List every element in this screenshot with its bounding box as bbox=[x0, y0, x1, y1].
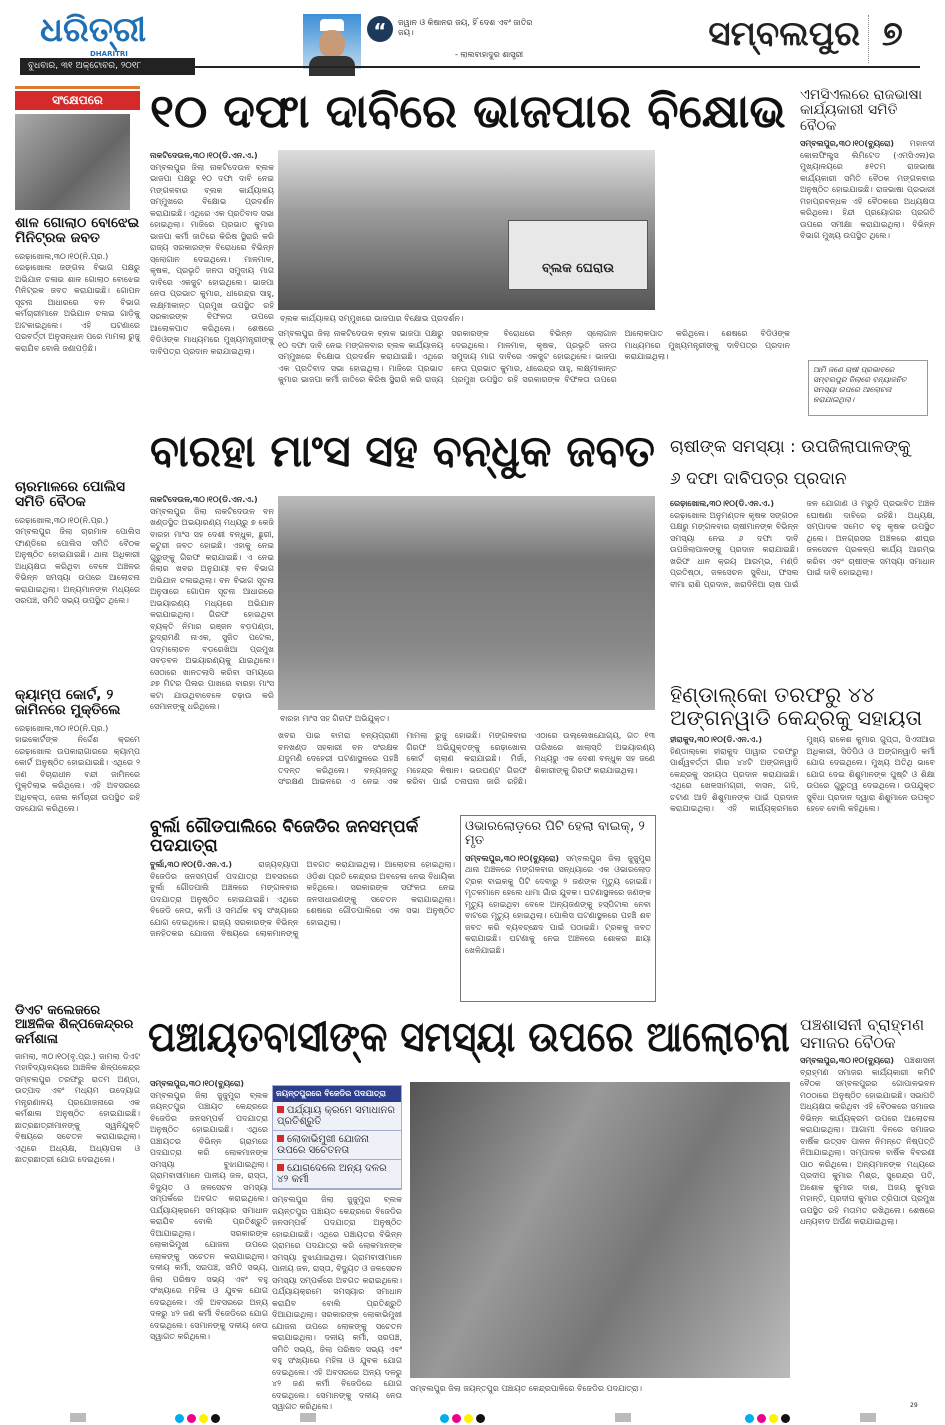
highlight-box-title: ଜୟନ୍ତପୁରରେ ବିଜେଡିର ପଦଯାତ୍ରା bbox=[273, 1086, 401, 1102]
story4-text: ସମ୍ବଲପୁର ଜିଲା ଜୁଜୁମୁରା ଥାନା ଅଞ୍ଚଳରେ ମଙ୍ଗଳବାର ସନ୍ଧ୍ୟାରେ ଏକ ଓଭାରଲୋଡ଼ ଟ୍ରକ ବାଇକକୁ ପିଟି ଦେବାରୁ ୨ ଜଣଙ୍କ ମୃତ୍ୟୁ ହୋଇଛି। ମୃତକମାନେ ହେଲେ ଧାମା ଗାଁର ଯୁବକ। ଘଟଣାସ୍ଥଳରେ ଜଣଙ୍କ ମୃତ୍ୟୁ ହୋଇଥିବା ବେଳେ ଅନ୍ୟଜଣଙ୍କୁ ହସ୍ପିଟାଲ ନେବା ବାଟରେ ମୃତ୍ୟୁ ହୋଇଥିଲା। ପୋଲିସ ଘଟଣାସ୍ଥଳରେ ପହଞ୍ଚି ଶବ ଜବତ କରି ବ୍ୟବଚ୍ଛେଦ ପାଇଁ ପଠାଇଛି। ଟ୍ରକକୁ ଜବତ କରାଯାଇଛି। ଘଟଣାକୁ ନେଇ ଅଞ୍ଚଳରେ ଶୋକର ଛାୟା ଖେଳିଯାଇଛି। bbox=[465, 853, 652, 955]
side2-subheadline-wrap bbox=[670, 468, 935, 492]
quote-portrait bbox=[303, 14, 361, 69]
date-bar: ବୁଧବାର, ୩୧ ଅକ୍ଟୋବର, ୨୦୧୮ bbox=[20, 58, 195, 75]
story5-body-continued: ସମ୍ବଲପୁର ଜିଲା ଜୁଜୁମୁରା ବ୍ଲକ ଜୟନ୍ତପୁର ପଞ୍ଚାୟତ କେନ୍ଦ୍ରରେ ବିଜେଡିର ଜନସମ୍ପର୍କ ପଦଯାତ୍ରା ଅନୁଷ୍ଠିତ ହୋଇଯାଇଛି। ଏଥିରେ ପଞ୍ଚାୟତର ବିଭିନ୍ନ ଗ୍ରାମରେ ପଦଯାତ୍ରା କରି ଲୋକମାନଙ୍କ ସମସ୍ୟା ବୁଝାଯାଇଥିଲା। ଗ୍ରାମବାସୀମାନେ ପାନୀୟ ଜଳ, ରାସ୍ତା, ବିଦ୍ୟୁତ ଓ ଜଳସେଚନ ସମସ୍ୟା ସମ୍ପର୍କରେ ଅବଗତ କରାଇଥିଲେ। ପର୍ଯ୍ୟାୟକ୍ରମେ ସମସ୍ୟାର ସମାଧାନ କରାଯିବ ବୋଲି ପ୍ରତିଶ୍ରୁତି ଦିଆଯାଇଥିଲା। ସରକାରଙ୍କ ଲୋକାଭିମୁଖୀ ଯୋଜନା ଉପରେ ଲୋକଙ୍କୁ ସଚେତନ କରାଯାଇଥିଲା। ଦଳୀୟ କର୍ମୀ, ସରପଞ୍ଚ, ସମିତି ସଭ୍ୟ, ଜିଲା ପରିଷଦ ସଭ୍ୟ ଏବଂ ବହୁ ସଂଖ୍ୟାରେ ମହିଳା ଓ ଯୁବକ ଯୋଗ ଦେଇଥିଲେ। ଏହି ଅବସରରେ ଅନ୍ୟ ଦଳରୁ ୪୨ ଜଣ କର୍ମୀ ବିଜେଡିରେ ଯୋଗ ଦେଇଥିଲେ। ସେମାନଙ୍କୁ ଦଳୀୟ ନେତା ସ୍ୱାଗତ କରିଥିଲେ। bbox=[272, 1195, 402, 1411]
color-dot bbox=[464, 1414, 473, 1423]
color-dot bbox=[757, 1414, 766, 1423]
brief-headline: ଚାରମାଳରେ ପୋଲିସ ସମିତି ବୈଠକ bbox=[15, 479, 126, 511]
brief-headline: ଡିଏଟ କଲେଜରେ ଆଞ୍ଚଳିକ ଶିଳ୍ପକେନ୍ଦ୍ରର କର୍ମଶାଳା bbox=[15, 1003, 134, 1047]
quote-author: - ଲାଲବାହାଦୁର ଶାସ୍ତ୍ରୀ bbox=[455, 50, 524, 59]
story2-headline: ବାରହା ମାଂସ ସହ ବନ୍ଧୁକ ଜବତ bbox=[150, 426, 656, 477]
dateline: ସମ୍ବଲପୁର,୩୦।୧୦(ବ୍ୟୁରୋ) bbox=[800, 1056, 895, 1066]
side4-headline: ପଞ୍ଚଶାସନୀ ବ୍ରାହ୍ମଣ ସମାଜର ବୈଠକ bbox=[800, 1015, 925, 1052]
side-text: ମହାନଦୀ କୋଲଫିଲ୍ଡ୍ସ ଲିମିଟେଡ (ଏମସିଏଲ)ର ମୁଖ୍ୟାଳୟରେ ୫୧ତମ ରାଜଭାଷା କାର୍ଯ୍ୟକାରୀ ସମିତି ବୈଠକ ମଙ୍ଗଳବାର ଅନୁଷ୍ଠିତ ହୋଇଯାଇଛି। ରାଜଭାଷା ପ୍ରଭାରୀ ମହାପ୍ରବନ୍ଧକ ଏହି ବୈଠକରେ ଅଧ୍ୟକ୍ଷତା କରିଥିଲେ। ହିନ୍ଦୀ ପ୍ରୟୋଗର ପ୍ରଗତି ଉପରେ ସମୀକ୍ଷା କରାଯାଇଥିଲା। ବିଭିନ୍ନ ବିଭାଗ ମୁଖ୍ୟ ଉପସ୍ଥିତ ଥିଲେ। bbox=[800, 139, 935, 241]
story3-article bbox=[150, 818, 455, 1000]
lead-headline: ୧୦ ଦଫା ଦାବିରେ ଭାଜପାର ବିକ୍ଷୋଭ bbox=[150, 84, 786, 138]
highlight-item: ଯୋଗଦେଲେ ଅନ୍ୟ ଦଳର ୪୨ କର୍ମୀ bbox=[273, 1160, 401, 1189]
story2-headline-wrap bbox=[150, 428, 655, 488]
story5-body bbox=[150, 1078, 268, 1396]
brief-headline: ଶାଳ ଗୋଲାଠ ବୋଝେଇ ମିନିଟ୍ରକ ଜବତ bbox=[15, 215, 140, 247]
color-dot bbox=[781, 1414, 790, 1423]
side1-article bbox=[800, 88, 935, 355]
color-dot bbox=[175, 1414, 184, 1423]
lead-photo bbox=[278, 150, 655, 310]
side4-text: ପଞ୍ଚଶାସନୀ ବ୍ରାହ୍ମଣ ସମାଜର କାର୍ଯ୍ୟକାରୀ କମିଟି ବୈଠକ ସମ୍ବଲପୁରର ଗୋପାଳଭବନ ମଠଠାରେ ଅନୁଷ୍ଠିତ ହୋଇଯାଇଛି। ସଭାପତି ଅଧ୍ୟକ୍ଷତା କରିଥିବା ଏହି ବୈଠକରେ ସମାଜର ବିଭିନ୍ନ କାର୍ଯ୍ୟକ୍ରମ ଉପରେ ଆଲୋଚନା କରାଯାଇଥିଲା। ଆଗାମୀ ଦିନରେ ସମାଜର ବାର୍ଷିକ ଉତ୍ସବ ପାଳନ ନିମନ୍ତେ ନିଷ୍ପତ୍ତି ନିଆଯାଇଥିଲା। ସମ୍ପାଦକ ବାର୍ଷିକ ବିବରଣୀ ପାଠ କରିଥିଲେ। ଅନ୍ୟମାନଙ୍କ ମଧ୍ୟରେ ପ୍ରଦୀପ କୁମାର ମିଶ୍ର, ସୁରେନ୍ଦ୍ର ପତି, ଅଶୋକ କୁମାର ଦାଶ, ଅଜୟ କୁମାର ମହାନ୍ତି, ପ୍ରଦୀପ କୁମାର ତ୍ରିପାଠୀ ପ୍ରମୁଖ ଉପସ୍ଥିତ ରହି ମତାମତ ରଖିଥିଲେ। ଶେଷରେ ଧନ୍ୟବାଦ ଅର୍ପଣ କରାଯାଇଥିଲା। bbox=[800, 1056, 935, 1227]
story2-caption: ବାରହା ମାଂସ ସହ ଗିରଫ ଅଭିଯୁକ୍ତ। bbox=[280, 714, 390, 723]
story5-mid-column bbox=[272, 1085, 402, 1411]
story5-headline-wrap bbox=[148, 1014, 790, 1072]
highlight-item: ଲୋକାଭିମୁଖୀ ଯୋଜନା ଉପରେ ସଚେତନତା bbox=[273, 1131, 401, 1160]
brief-photo bbox=[15, 114, 130, 210]
dateline: ହୀରାକୁଦ,୩୦।୧୦(ଡି.ଏନ.ଏ.) bbox=[670, 735, 762, 745]
dateline: ସମ୍ବଲପୁର,୩୦।୧୦(ବ୍ୟୁରୋ) bbox=[465, 853, 560, 863]
side3-body bbox=[670, 734, 935, 1000]
footer-page-number: 29 bbox=[910, 1402, 918, 1409]
story5-caption: ସମ୍ବଲପୁର ଜିଲା ଜୟନ୍ତପୁର ପଞ୍ଚାୟତ କେନ୍ଦ୍ରପାଳିରେ ବିଜେଡିର ପଦଯାତ୍ରା। bbox=[410, 1384, 642, 1393]
dateline: ରେଢ଼ାଖୋଲ,୩୦।୧୦(ଡି.ଏନ.ଏ.) bbox=[670, 499, 775, 508]
side2-headline: ଚାଷୀଙ୍କ ସମସ୍ୟା : ଉପଜିଲାପାଳଙ୍କୁ bbox=[670, 437, 911, 457]
quote-icon: “ bbox=[367, 16, 393, 42]
story3-text: ରାଜ୍ୟବ୍ୟାପୀ ବିଜେଡିର ଜନସମ୍ପର୍କ ପଦଯାତ୍ରା ଅବସରରେ ବୁର୍ଲା ଗୌଡପାଲି ଅଞ୍ଚଳରେ ମଙ୍ଗଳବାର ପଦଯାତ୍ରା ଅନୁଷ୍ଠିତ ହୋଇଯାଇଛି। ଏଥିରେ ବିଜେଡି ନେତା, କର୍ମୀ ଓ ସମର୍ଥକ ବହୁ ସଂଖ୍ୟାରେ ଯୋଗ ଦେଇଥିଲେ। ରାଜ୍ୟ ସରକାରଙ୍କ ବିଭିନ୍ନ ଜନହିତକର ଯୋଜନା ବିଷୟରେ ଲୋକମାନଙ୍କୁ ଅବଗତ କରାଯାଇଥିଲା। ଆଲୋଚନା ହୋଇଥିଲା। ଓଡ଼ିଶା ପ୍ରତି କେନ୍ଦ୍ରର ଅବହେଳା ନେଇ ବିଧାୟିକା କହିଥିଲେ। ସରକାରଙ୍କ ସଫଳତା ନେଇ ଜନସାଧାରଣଙ୍କୁ ସଚେତନ କରାଯାଇଥିଲା। ଶେଷରେ ଗୌଡପାଲିରେ ଏକ ସଭା ଅନୁଷ୍ଠିତ ହୋଇଥିଲା। bbox=[150, 860, 455, 939]
story4-body bbox=[461, 853, 655, 1001]
story5-highlight-box bbox=[272, 1085, 402, 1190]
side-body bbox=[800, 138, 935, 355]
side3-article bbox=[670, 684, 935, 1000]
color-dot bbox=[440, 1414, 449, 1423]
story5-headline: ପଞ୍ଚାୟତବାସୀଙ୍କ ସମସ୍ୟା ଉପରେ ଆଲୋଚନା bbox=[148, 1012, 790, 1061]
story4-headline: ଓଭାରଲୋଡ଼ରେ ପିଟି ହେଲା ବାଇକ୍, ୨ ମୃତ bbox=[465, 819, 645, 849]
brief-body: ଜାମଲା, ୩୦।୧୦(ବୃ.ପ୍ର.) ଜାମଲା ଡିଏଟ ମହାବିଦ୍ୟାଳୟରେ ଆଞ୍ଚଳିକ ଶିଳ୍ପକେନ୍ଦ୍ର ସମ୍ବଲପୁର ତରଫରୁ ରାତମ ଅଣ୍ଡା, ଉତ୍ପାଦ ଏବଂ ମଧ୍ୟମ ଉଦ୍ୟୋଗ ମନ୍ତ୍ରଣାଳୟ ପ୍ରଯୋଜନାରେ ଏକ କର୍ମଶାଳା ଅନୁଷ୍ଠିତ ହୋଇଯାଇଛି। ଛାତ୍ରଛାତ୍ରୀମାନଙ୍କୁ ସ୍ୱନିଯୁକ୍ତି ବିଷୟରେ ସଚେତନ କରାଯାଇଥିଲା। ଏଥିରେ ଅଧ୍ୟକ୍ଷ, ଅଧ୍ୟାପକ ଓ ଛାତ୍ରଛାତ୍ରୀ ଯୋଗ ଦେଇଥିଲେ। bbox=[15, 1051, 140, 1165]
side2-subheadline: ୬ ଦଫା ଦାବିପତ୍ର ପ୍ରଦାନ bbox=[670, 469, 847, 489]
brief-label-text: ସଂକ୍ଷେପରେ bbox=[15, 91, 140, 110]
brief-body: ରେଢ଼ାଖୋଲ,୩୦।୧୦(ନି.ପ୍ର.) ସମ୍ବଲପୁର ଜିଲା ଚାରମାଳ ପୋଲିସ ଫାଣ୍ଡିରେ ପୋଲିସ ସମିତି ବୈଠକ ଅନୁଷ୍ଠିତ ହୋଇଯାଇଛି। ଥାନା ଅଧିକାରୀ ଅଧ୍ୟକ୍ଷତା କରିଥିବା ବେଳେ ଅଞ୍ଚଳର ବିଭିନ୍ନ ସମସ୍ୟା ଉପରେ ଆଲୋଚନା କରାଯାଇଥିଲା। ଅନ୍ୟମାନଙ୍କ ମଧ୍ୟରେ ସରପଞ୍ଚ, ସମିତି ସଭ୍ୟ ଉପସ୍ଥିତ ଥିଲେ। bbox=[15, 515, 140, 606]
logo: ଧରିତ୍ରୀ bbox=[40, 10, 147, 50]
registration-mark bbox=[300, 1413, 316, 1422]
divider bbox=[868, 15, 869, 63]
story4-box bbox=[460, 815, 656, 1002]
protest-banner: ବ୍ଲକ ଘେରାଉ bbox=[508, 220, 648, 290]
brief-label bbox=[15, 86, 140, 110]
highlight-item: ପର୍ଯ୍ୟାୟ କ୍ରମେ ସମାଧାନର ପ୍ରତିଶ୍ରୁତି bbox=[273, 1102, 401, 1131]
color-dot bbox=[199, 1414, 208, 1423]
brief-item bbox=[15, 688, 140, 996]
brief-body: ରେଢ଼ାଖୋଲ,୩୦।୧୦(ନି.ପ୍ର.) ରେଢ଼ାଖୋଲ ଜଙ୍ଗଲ ବିଭାଗ ପକ୍ଷରୁ ଅଭିଯାନ ଚଳାଇ ଶାଳ ଗୋଲାଠ ବୋଝେଇ ମିନିଟ୍ରକ ଜବତ କରାଯାଇଛି। ଗୋପନ ସୂଚନା ଆଧାରରେ ବନ ବିଭାଗ କର୍ମଚାରୀମାନେ ଅଭିଯାନ ଚଳାଇ ଗାଡ଼ିକୁ ଅଟକାଇଥିଲେ। ଏହି ଘଟଣାରେ ପରବର୍ତ୍ତୀ ଅନୁସନ୍ଧାନ ପରେ ମାମଲା ରୁଜୁ କରାଯିବ ବୋଲି ଜଣାପଡ଼ିଛି। bbox=[15, 251, 140, 353]
dateline: ନାକଟିଦେଉଳ,୩୦।୧୦(ଡି.ଏନ.ଏ.) bbox=[150, 495, 258, 504]
brief-item bbox=[15, 216, 140, 472]
side3-text: ହିଣ୍ଡାଲ୍କୋ ହୀରାକୁଦ ପାୱାର ତରଫରୁ ପାର୍ଶ୍ୱବର୍ତ୍ତୀ ଗାଁର ୪୪ଟି ଅଙ୍ଗନୱାଡି କେନ୍ଦ୍ରକୁ ସହାୟତା ପ୍ରଦାନ କରାଯାଇଛି। ଏଥିରେ ଖେଳସାମଗ୍ରୀ, ବାସନ, ଗଦି, ଚଟାଣ ଆଦି ଶିଶୁମାନଙ୍କ ପାଇଁ ପ୍ରଦାନ କରାଯାଇଥିଲା। ଏହି କାର୍ଯ୍ୟକ୍ରମରେ ମୁଖ୍ୟ ରାକେଶ କୁମାର ଗୁପ୍ତା, ସିଏସଆର ଅଧିକାରୀ, ସିଡିପିଓ ଓ ଅଙ୍ଗନୱାଡି କର୍ମୀ ଯୋଗ ଦେଇଥିଲେ। ମୁଖ୍ୟ ଅତିଥି ଭାବେ ଯୋଗ ଦେଇ ଶିଶୁମାନଙ୍କ ପୁଷ୍ଟି ଓ ଶିକ୍ଷା ଉପରେ ଗୁରୁତ୍ୱ ଦେଇଥିଲେ। ଉପଯୁକ୍ତ ସୁବିଧା ପ୍ରଦାନ ଦ୍ୱାରା ଶିଶୁମାନେ ଉପକୃତ ହେବେ ବୋଲି କହିଥିଲେ। bbox=[670, 735, 935, 814]
lead-text: ସମ୍ବଲପୁର ଜିଲା ନାକଟିଦେଉଳ ବ୍ଲକ ଭାଜପା ପକ୍ଷରୁ ୧୦ ଦଫା ଦାବି ନେଇ ମଙ୍ଗଳବାର ବ୍ଲକ କାର୍ଯ୍ୟାଳୟ ସମ୍ମୁଖରେ ବିକ୍ଷୋଭ ପ୍ରଦର୍ଶନ କରାଯାଇଛି। ଏଥିରେ ଏକ ପ୍ରତିବାଦ ସଭା ହୋଇଥିଲା। ମାଜିରେ ପ୍ରଭାତ କୁମାର ଭାଜପା କର୍ମୀ ଜାତିରେ କିରିଷ ସ୍ଥିରାରି କରି ରାଜ୍ୟ ସରକାରଙ୍କ ବିରୋଧରେ ବିଭିନ୍ନ ସ୍ଲୋଗାନ ଦେଇଥିଲେ। ମାଳମାଳ, କୃଷକ, ପ୍ରଭୃତି ଜନତା ସମୁଦାୟ ମାଗ ଦାବିରେ ଏକଜୁଟ ହୋଇଥିଲେ। ଭାଜପା ନେତା ପ୍ରଭାତ କୁମାର, ଧୀରେନ୍ଦ୍ର ସାହୁ, ଲକ୍ଷ୍ମୀକାନ୍ତ ପ୍ରମୁଖ ଉପସ୍ଥିତ ରହି ସରକାରଙ୍କ ବିଫଳତା ଉପରେ ଆଲୋକପାତ କରିଥିଲେ। ଶେଷରେ ବିଡିଓଙ୍କ ମାଧ୍ୟମରେ ମୁଖ୍ୟମନ୍ତ୍ରୀଙ୍କୁ ଦାବିପତ୍ର ପ୍ରଦାନ କରାଯାଇଥିଲା। bbox=[150, 162, 274, 356]
story3-body bbox=[150, 859, 455, 1000]
side3-headline: ହିଣ୍ଡାଲ୍କୋ ତରଫରୁ ୪୪ ଅଙ୍ଗନୱାଡି କେନ୍ଦ୍ରକୁ ସହାୟତା bbox=[670, 683, 923, 731]
color-dot bbox=[211, 1414, 220, 1423]
registration-mark bbox=[860, 1413, 876, 1422]
lead-body bbox=[150, 150, 274, 420]
color-dot bbox=[745, 1414, 754, 1423]
lead-headline-wrap bbox=[150, 86, 790, 144]
edition-name: ସମ୍ବଲପୁର bbox=[708, 14, 860, 54]
masthead-rule bbox=[195, 66, 920, 68]
side2-headline-wrap bbox=[670, 436, 935, 460]
story2-text: ସମ୍ବଲପୁର ଜିଲା ନାକଟିଦେଉଳ ବନ ଖଣ୍ଡସ୍ଥିତ ଅଭୟାରଣ୍ୟ ମଧ୍ୟରୁ ୭ କେଜି ବାରହା ମାଂସ ସହ ଦେଶୀ ବନ୍ଧୁକ, ଛୁରୀ, କଟୁରୀ ଜବତ ହୋଇଛି। ଏହାକୁ ନେଇ ଗୁରୁଙ୍କୁ ଗିରଫ କରାଯାଇଛି। ଏ ନେଇ ଜିଲାର ଖବର ଅନୁଯାୟୀ ବନ ବିଭାଗ ଅଭିଯାନ ଚଳାଇଥିଲା। ବନ ବିଭାଗ ସୂଚନା ଅନୁସାରେ ଗୋପନ ସୂଚନା ଆଧାରରେ ଅଭୟାରଣ୍ୟ ମଧ୍ୟରେ ଅଭିଯାନ କରାଯାଇଥିଲା। ଗିରଫ ହୋଇଥିବା ବ୍ୟକ୍ତି ନିମାର ରଞ୍ଜନ ବଡ଼ପଣ୍ଡା, ରୁଦ୍ରାମଣି ନାଏକ, ସୁଜିତ ପଟେଲ, ପଦ୍ମଲୋଚନ ବଡ଼ରେଖିଆ ପ୍ରମୁଖ ସବଡ଼ବଳ ଅଭୟାରଣ୍ୟକୁ ଯାଇଥିଲେ। ସେଠାରେ ଖାନତଲାସି କରିବା ସମୟରେ ୬୭ ମିଟର ପିଲର ପାଖରେ ବାରହା ମାଂସ କଟା ଯାଉଥିବାବେଳେ ଚଢ଼ାଉ କରି ସେମାନଙ୍କୁ ଧରିଥିଲେ। bbox=[150, 506, 274, 711]
brief-item bbox=[15, 1004, 140, 1396]
logo-english: DHARITRI bbox=[90, 50, 128, 58]
page-number: ୭ bbox=[882, 14, 903, 54]
side4-body bbox=[800, 1055, 935, 1396]
registration-mark bbox=[70, 1413, 86, 1422]
story5-photo bbox=[410, 1082, 790, 1378]
lead-caption: ବ୍ଲକ କାର୍ଯ୍ୟାଳୟ ସମ୍ମୁଖରେ ଭାଜପାର ବିକ୍ଷୋଭ ପ୍ରଦର୍ଶନ। bbox=[280, 314, 464, 323]
story2-photo bbox=[278, 496, 655, 710]
quote-text: ଜୱାନ ଓ କିଷାନର ଜୟ, ହିଁ ଦେଶ ଏବଂ ଜାତିର ଜୟ। bbox=[398, 18, 533, 37]
side-headline: ଏମସିଏଲରେ ରାଜଭାଷା କାର୍ଯ୍ୟକାରୀ ସମିତି ବୈଠକ bbox=[800, 87, 923, 134]
story3-headline: ବୁର୍ଲା ଗୌଡପାଲିରେ ବିଜେଡିର ଜନସମ୍ପର୍କ ପଦଯାତ୍ରା bbox=[150, 817, 419, 856]
color-dot bbox=[769, 1414, 778, 1423]
side-note-box: ଆମି ଜଣେ ଚାଷୀ ପ୍ରଭାବରେ ସମ୍ବଲପୁର ଜିଲାରେ ବନ୍ୟାଜନିତ ସମସ୍ୟା ଉପରେ ଆଲୋଚନା କରାଯାଇଥିଲା। bbox=[808, 360, 928, 416]
brief-item bbox=[15, 480, 140, 682]
lead-body-continued: ସମ୍ବଲପୁର ଜିଲା ନାକଟିଦେଉଳ ବ୍ଲକ ଭାଜପା ପକ୍ଷରୁ ୧୦ ଦଫା ଦାବି ନେଇ ମଙ୍ଗଳବାର ବ୍ଲକ କାର୍ଯ୍ୟାଳୟ ସମ୍ମୁଖରେ ବିକ୍ଷୋଭ ପ୍ରଦର୍ଶନ କରାଯାଇଛି। ଏଥିରେ ଏକ ପ୍ରତିବାଦ ସଭା ହୋଇଥିଲା। ମାଜିରେ ପ୍ରଭାତ କୁମାର ଭାଜପା କର୍ମୀ ଜାତିରେ କିରିଷ ସ୍ଥିରାରି କରି ରାଜ୍ୟ ସରକାରଙ୍କ ବିରୋଧରେ ବିଭିନ୍ନ ସ୍ଲୋଗାନ ଦେଇଥିଲେ। ମାଳମାଳ, କୃଷକ, ପ୍ରଭୃତି ଜନତା ସମୁଦାୟ ମାଗ ଦାବିରେ ଏକଜୁଟ ହୋଇଥିଲେ। ଭାଜପା ନେତା ପ୍ରଭାତ କୁମାର, ଧୀରେନ୍ଦ୍ର ସାହୁ, ଲକ୍ଷ୍ମୀକାନ୍ତ ପ୍ରମୁଖ ଉପସ୍ଥିତ ରହି ସରକାରଙ୍କ ବିଫଳତା ଉପରେ ଆଲୋକପାତ କରିଥିଲେ। ଶେଷରେ ବିଡିଓଙ୍କ ମାଧ୍ୟମରେ ମୁଖ୍ୟମନ୍ତ୍ରୀଙ୍କୁ ଦାବିପତ୍ର ପ୍ରଦାନ କରାଯାଇଥିଲା। bbox=[278, 329, 790, 384]
color-dot bbox=[452, 1414, 461, 1423]
side2-text: ରେଢ଼ାଖୋଲ ଅନୁମଣ୍ଡଳ କୃଷକ ସଙ୍ଗଠନ ପକ୍ଷରୁ ମଙ୍ଗଳବାର ଚାଷୀମାନଙ୍କ ବିଭିନ୍ନ ସମସ୍ୟା ନେଇ ୬ ଦଫା ଦାବି ଉପଜିଲାପାଳଙ୍କୁ ପ୍ରଦାନ କରାଯାଇଛି। ଖରିଫ ଧାନ କ୍ରୟ ଆରମ୍ଭ, ମଣ୍ଡି ପ୍ରତିଷ୍ଠା, ଜଳସେଚନ ସୁବିଧା, ଫସଲ ବୀମା ରାଶି ପ୍ରଦାନ, ଖରାଦିନିଆ ଚାଷ ପାଇଁ ଜଳ ଯୋଗାଣ ଓ ମରୁଡ଼ି ପ୍ରଭାବିତ ଅଞ୍ଚଳ ଘୋଷଣା ଦାବିରେ ରହିଛି। ଅଧ୍ୟକ୍ଷ, ସମ୍ପାଦକ ସମେତ ବହୁ କୃଷକ ଉପସ୍ଥିତ ଥିଲେ। ଅନଗ୍ରସର ଅଞ୍ଚଳରେ ଶୀଘ୍ର ଜଳସେଚନ ପ୍ରକଳ୍ପ କାର୍ଯ୍ୟ ଆରମ୍ଭ କରିବା ଏବଂ ଚାଷୀଙ୍କ ସମସ୍ୟା ସମାଧାନ ପାଇଁ ଦାବି ହୋଇଥିଲା। bbox=[670, 499, 935, 589]
side4-article bbox=[800, 1016, 935, 1396]
color-dot bbox=[187, 1414, 196, 1423]
story2-body bbox=[150, 494, 274, 810]
dateline: ସମ୍ବଲପୁର,୩୦।୧୦(ବ୍ୟୁରୋ) bbox=[800, 139, 895, 149]
color-dot bbox=[476, 1414, 485, 1423]
side2-body bbox=[670, 498, 935, 678]
dateline: ନାକଟିଦେଉଳ,୩୦।୧୦(ଡି.ଏନ.ଏ.) bbox=[150, 151, 258, 160]
dateline: ସମ୍ବଲପୁର,୩୦।୧୦(ବ୍ୟୁରୋ) bbox=[150, 1079, 245, 1088]
brief-body: ରେଢ଼ାଖୋଲ,୩୦।୧୦(ନି.ପ୍ର.) ହାଇକୋର୍ଟଙ୍କ ନିର୍ଦ୍ଦେଶ କ୍ରମେ ରେଢ଼ାଖୋଲ ଉପକାରାଗାରରେ କ୍ୟାମ୍ପ କୋର୍ଟ ଅନୁଷ୍ଠିତ ହୋଇଯାଇଛି। ଏଥିରେ ୨ ଜଣ ବିଚାରାଧୀନ ବନ୍ଦୀ ଜାମିନରେ ମୁକ୍ତିଲାଭ କରିଥିଲେ। ଏହି ଅବସରରେ ଅଧିବକ୍ତା, ଜେଲ କର୍ମଚାରୀ ଉପସ୍ଥିତ ରହି ସହଯୋଗ କରିଥିଲେ। bbox=[15, 723, 140, 814]
registration-mark bbox=[615, 1413, 631, 1422]
dateline: ବୁର୍ଲା,୩୦।୧୦(ଡି.ଏନ.ଏ.) bbox=[150, 860, 233, 870]
brief-headline: କ୍ୟାମ୍ପ କୋର୍ଟ, ୨ ଜାମିନରେ ମୁକ୍ତିଲେ bbox=[15, 687, 121, 719]
story5-text: ସମ୍ବଲପୁର ଜିଲା ଜୁଜୁମୁରା ବ୍ଲକ ଜୟନ୍ତପୁର ପଞ୍ଚାୟତ କେନ୍ଦ୍ରରେ ବିଜେଡିର ଜନସମ୍ପର୍କ ପଦଯାତ୍ରା ଅନୁଷ୍ଠିତ ହୋଇଯାଇଛି। ଏଥିରେ ପଞ୍ଚାୟତର ବିଭିନ୍ନ ଗ୍ରାମରେ ପଦଯାତ୍ରା କରି ଲୋକମାନଙ୍କ ସମସ୍ୟା ବୁଝାଯାଇଥିଲା। ଗ୍ରାମବାସୀମାନେ ପାନୀୟ ଜଳ, ରାସ୍ତା, ବିଦ୍ୟୁତ ଓ ଜଳସେଚନ ସମସ୍ୟା ସମ୍ପର୍କରେ ଅବଗତ କରାଇଥିଲେ। ପର୍ଯ୍ୟାୟକ୍ରମେ ସମସ୍ୟାର ସମାଧାନ କରାଯିବ ବୋଲି ପ୍ରତିଶ୍ରୁତି ଦିଆଯାଇଥିଲା। ସରକାରଙ୍କ ଲୋକାଭିମୁଖୀ ଯୋଜନା ଉପରେ ଲୋକଙ୍କୁ ସଚେତନ କରାଯାଇଥିଲା। ଦଳୀୟ କର୍ମୀ, ସରପଞ୍ଚ, ସମିତି ସଭ୍ୟ, ଜିଲା ପରିଷଦ ସଭ୍ୟ ଏବଂ ବହୁ ସଂଖ୍ୟାରେ ମହିଳା ଓ ଯୁବକ ଯୋଗ ଦେଇଥିଲେ। ଏହି ଅବସରରେ ଅନ୍ୟ ଦଳରୁ ୪୨ ଜଣ କର୍ମୀ ବିଜେଡିରେ ଯୋଗ ଦେଇଥିଲେ। ସେମାନଙ୍କୁ ଦଳୀୟ ନେତା ସ୍ୱାଗତ କରିଥିଲେ। bbox=[150, 1090, 268, 1341]
story2-body-continued: ଖବର ପାଇ ବାମରା ବନ୍ୟପ୍ରାଣୀ ବନଖଣ୍ଡ ସହକାରୀ ବନ ସଂରକ୍ଷକ ଯଦୁମଣି ଦେହେରୀ ଘଟଣାସ୍ଥଳରେ ପହଞ୍ଚି ତଦନ୍ତ କରିଥିଲେ। ବନ୍ୟଜନ୍ତୁ ସଂରକ୍ଷଣ ଆଇନରେ ଏ ନେଇ ଏକ ମାମଲା ରୁଜୁ ହୋଇଛି। ମଙ୍ଗଳବାର ଗିରଫ ଅଭିଯୁକ୍ତଙ୍କୁ ରେଢ଼ାଖୋଲ କୋର୍ଟ ଚାଲାଣ କରାଯାଇଛି। ମିର୍ଜା, ମହେନ୍ଦ୍ର କିଷାନ। ଭଉଘଣ୍ଟ ଗିରଫ କରିବା ପାଇଁ ତନାଘନା ଜାରି ରହିଛି। ଏଠାରେ ଉଲ୍ଲେଖଯୋଗ୍ୟ, ଗତ ୧୩ ତାରିଖରେ ଖାଲାସ୍ତି ଅଭୟାରଣ୍ୟ ମଧ୍ୟରୁ ଏକ ଦେଶୀ ବନ୍ଧୁକ ସହ ଜଣେ ଶିକାରୀଙ୍କୁ ଗିରଫ କରାଯାଇଥିଲା। bbox=[278, 731, 655, 786]
